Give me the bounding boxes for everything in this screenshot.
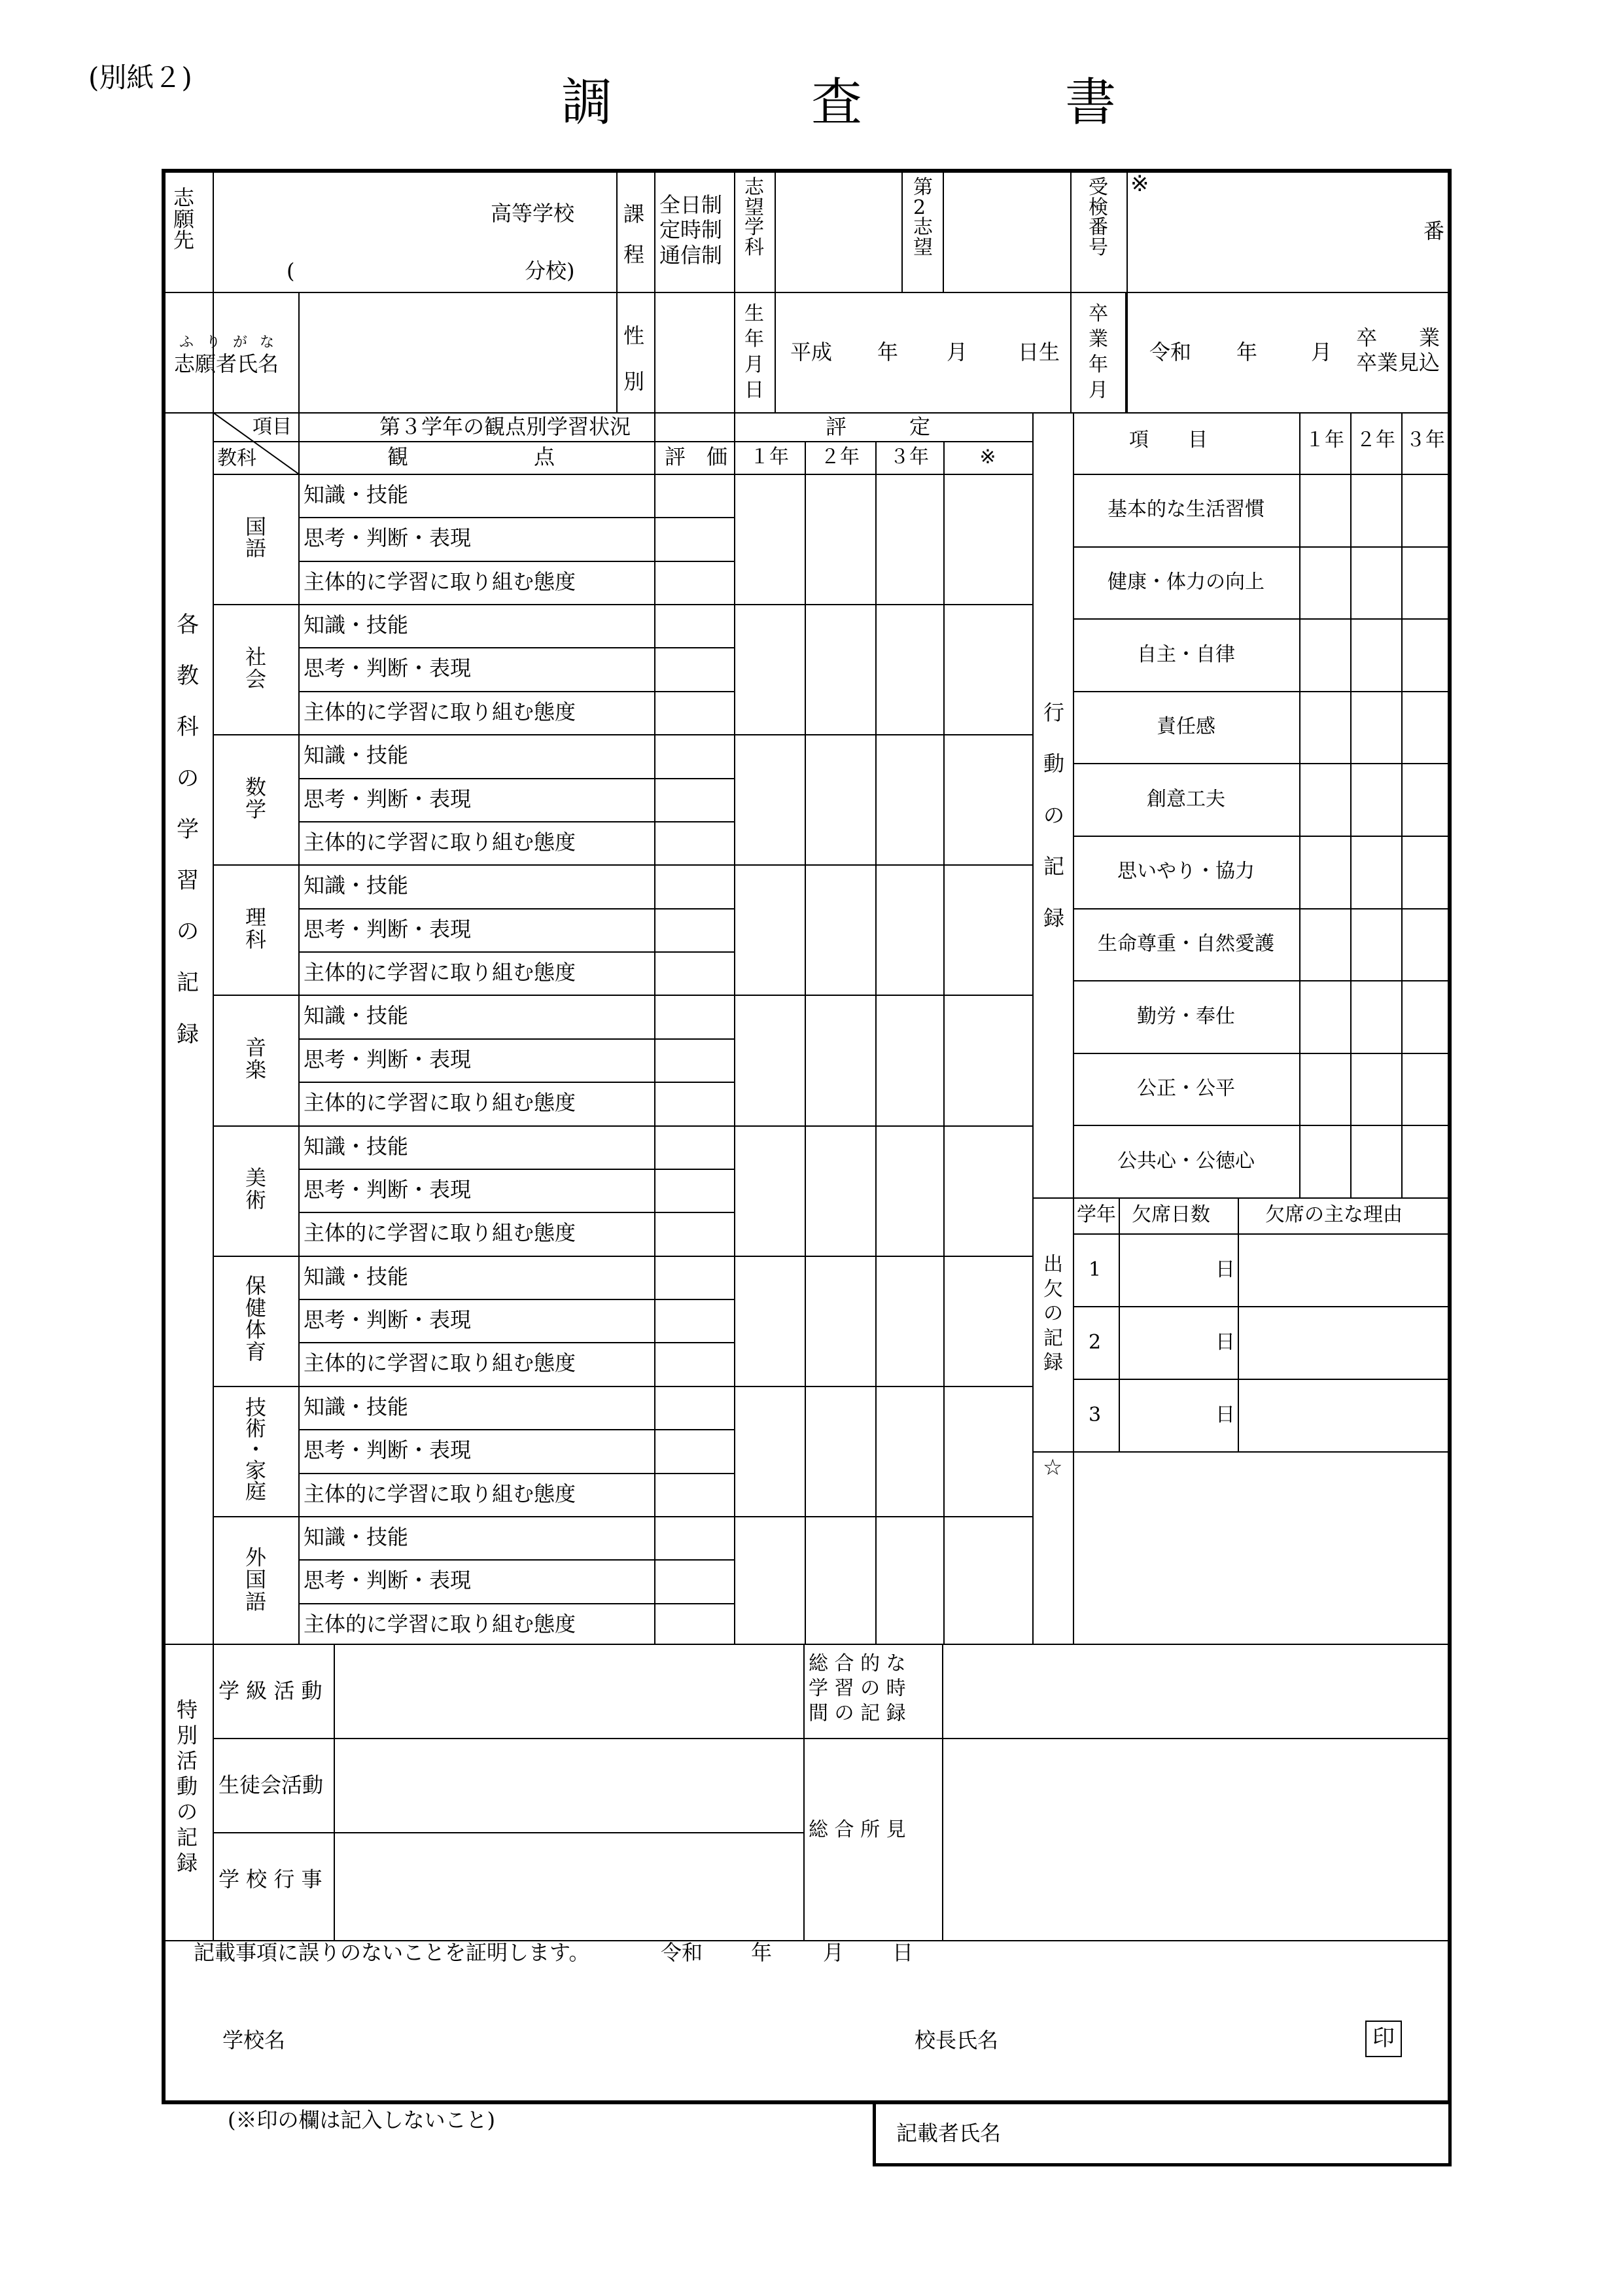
subject-name	[245, 1394, 267, 1504]
star-mark: ☆	[1043, 1455, 1063, 1481]
evaluation-cell[interactable]	[655, 692, 733, 733]
heisei-label: 平成	[790, 340, 833, 364]
evaluation-cell[interactable]	[655, 1430, 733, 1471]
viewpoint-item-label: 知識・技能	[304, 612, 409, 638]
subject-name-char: 健	[245, 1295, 267, 1320]
behavior-item-label: 自主・自律	[1137, 643, 1235, 666]
subject-name-char: 会	[245, 666, 267, 692]
subject-name-char: 外	[245, 1545, 267, 1570]
evaluation-cell[interactable]	[655, 1517, 733, 1558]
certification-text: 記載事項に誤りのないことを証明します。	[194, 1940, 590, 1965]
viewpoint-status-header: 第３学年の観点別学習状況	[379, 414, 631, 439]
subject-name-char: 保	[245, 1273, 267, 1298]
subject-name	[245, 1037, 266, 1081]
subject-name	[245, 646, 266, 690]
expected-graduation-option: 卒業見込	[1356, 350, 1440, 375]
subject-label: 教科	[217, 447, 256, 470]
subject-name-char: 語	[245, 536, 267, 561]
birth-month-label: 月	[947, 340, 968, 364]
attendance-side-label: 出 欠 の 記 録	[1043, 1253, 1063, 1374]
birth-year-label: 年	[877, 340, 899, 364]
second-choice-label: 第 2 志 望	[913, 176, 933, 259]
evaluation-cell[interactable]	[655, 1127, 733, 1167]
subject-name	[245, 1547, 266, 1613]
subject-name-char: 楽	[245, 1057, 267, 1082]
course-label: 課 程	[623, 202, 645, 268]
evaluation-cell[interactable]	[655, 779, 733, 820]
viewpoint-item-label: 知識・技能	[304, 1263, 409, 1289]
paren-open: (	[287, 258, 295, 283]
evaluation-cell[interactable]	[655, 648, 733, 689]
school-events-label: 学 校 行 事	[218, 1867, 323, 1892]
absence-reason-header: 欠席の主な理由	[1265, 1203, 1403, 1226]
annex-note: (別紙２)	[88, 62, 192, 94]
viewpoint-item-label: 主体的に学習に取り組む態度	[304, 1481, 576, 1506]
subject-name-char: 語	[245, 1589, 267, 1614]
subject-name	[245, 516, 266, 560]
subject-name	[245, 907, 266, 951]
title-char-2: 査	[811, 73, 863, 132]
subject-name-char: 庭	[245, 1478, 267, 1504]
viewpoint-item-label: 主体的に学習に取り組む態度	[304, 1090, 576, 1116]
subject-name	[245, 1275, 266, 1363]
subject-name-char: 育	[245, 1339, 267, 1364]
viewpoint-item-label: 知識・技能	[304, 1524, 409, 1549]
behavior-year3-header: ３年	[1406, 429, 1445, 451]
graduated-option: 卒 業	[1356, 325, 1440, 350]
subject-name-char: 社	[245, 645, 267, 669]
attendance-year-2: 2	[1089, 1331, 1102, 1354]
integrated-study-line2: 学 習 の 時	[809, 1677, 906, 1700]
behavior-item-label: 公共心・公徳心	[1117, 1149, 1255, 1173]
behavior-item-label: 創意工夫	[1147, 787, 1225, 811]
subject-name-char: ・	[245, 1436, 267, 1462]
graduation-date-label: 卒 業 年 月	[1089, 302, 1108, 402]
viewpoint-item-label: 知識・技能	[304, 1003, 409, 1029]
subject-name-char: 体	[245, 1317, 267, 1343]
behavior-side-label: 行 動 の 記 録	[1043, 700, 1065, 930]
evaluation-cell[interactable]	[655, 822, 733, 863]
evaluation-cell[interactable]	[655, 910, 733, 950]
evaluation-cell[interactable]	[655, 1387, 733, 1428]
viewpoint-item-label: 知識・技能	[304, 482, 409, 507]
subject-name-char: 理	[245, 905, 267, 930]
integrated-study-line1: 総 合 的 な	[809, 1652, 906, 1675]
rating-mark-header: ※	[979, 446, 996, 468]
evaluation-cell[interactable]	[655, 562, 733, 603]
viewpoint-item-label: 思考・判断・表現	[304, 525, 472, 551]
viewpoint-item-label: 思考・判断・表現	[304, 656, 472, 681]
evaluation-cell[interactable]	[655, 1604, 733, 1645]
viewpoint-item-label: 思考・判断・表現	[304, 1307, 472, 1333]
rating-year2-header: ２年	[820, 446, 860, 468]
destination-label: 志 願 先	[173, 185, 195, 253]
subject-name	[245, 1167, 266, 1211]
cert-day-label: 日	[892, 1940, 914, 1965]
attendance-day-unit-3: 日	[1215, 1404, 1235, 1426]
behavior-item-label: 健康・体力の向上	[1108, 570, 1265, 593]
viewpoint-item-label: 知識・技能	[304, 1394, 409, 1419]
viewpoint-item-label: 思考・判断・表現	[304, 1046, 472, 1072]
evaluation-cell[interactable]	[655, 1300, 733, 1341]
behavior-item-label: 基本的な生活習慣	[1108, 498, 1265, 521]
behavior-item-label: 公正・公平	[1137, 1077, 1235, 1101]
reiwa-label: 令和	[1149, 340, 1192, 364]
evaluation-cell[interactable]	[655, 866, 733, 906]
subject-name-char: 術	[245, 1188, 267, 1213]
behavior-item-label: 思いやり・協力	[1117, 860, 1255, 883]
viewpoint-item-label: 主体的に学習に取り組む態度	[304, 569, 576, 594]
applicant-name-label: 志願者氏名	[174, 351, 279, 376]
viewpoint-item-label: 主体的に学習に取り組む態度	[304, 1611, 576, 1636]
evaluation-cell[interactable]	[655, 1213, 733, 1254]
subject-record-side-label: 各 教 科 の 学 習 の 記 録	[177, 612, 199, 1048]
behavior-year1-header: １年	[1305, 429, 1344, 451]
special-activity-side-label: 特 別 活 動 の 記 録	[177, 1697, 198, 1876]
viewpoint-item-label: 主体的に学習に取り組む態度	[304, 829, 576, 855]
rating-year1-header: １年	[750, 446, 789, 468]
evaluation-header: 評 価	[665, 444, 728, 469]
title-char-1: 調	[561, 73, 613, 132]
subject-name-char: 学	[245, 796, 267, 822]
high-school-label: 高等学校	[491, 201, 575, 226]
attendance-day-unit-2: 日	[1215, 1331, 1235, 1354]
viewpoint-item-label: 知識・技能	[304, 873, 409, 898]
exam-number-label: 受 検 番 号	[1089, 176, 1108, 259]
behavior-item-label: 生命尊重・自然愛護	[1098, 932, 1274, 955]
evaluation-cell[interactable]	[655, 1343, 733, 1384]
subject-name-char: 国	[245, 1567, 267, 1593]
behavior-item-header: 項 目	[1129, 429, 1208, 451]
evaluation-cell[interactable]	[655, 1170, 733, 1210]
viewpoint-item-label: 思考・判断・表現	[304, 1568, 472, 1593]
viewpoint-item-label: 思考・判断・表現	[304, 1176, 472, 1202]
viewpoint-item-label: 知識・技能	[304, 1133, 409, 1159]
number-suffix: 番	[1423, 219, 1445, 243]
evaluation-cell[interactable]	[655, 475, 733, 516]
evaluation-cell[interactable]	[655, 735, 733, 776]
viewpoint-item-label: 主体的に学習に取り組む態度	[304, 960, 576, 985]
gender-label: 性 別	[623, 323, 645, 395]
rating-year3-header: ３年	[890, 446, 929, 468]
cert-year-label: 年	[751, 1940, 773, 1965]
cert-reiwa-label: 令和	[661, 1940, 703, 1965]
birth-date-label: 生 年 月 日	[744, 302, 764, 402]
grad-month-label: 月	[1311, 340, 1333, 364]
seal-box: 印	[1365, 2021, 1402, 2057]
evaluation-cell[interactable]	[655, 1474, 733, 1515]
evaluation-cell[interactable]	[655, 996, 733, 1036]
bottom-note: (※印の欄は記入しないこと)	[228, 2108, 495, 2132]
evaluation-cell[interactable]	[655, 1257, 733, 1298]
viewpoint-item-label: 主体的に学習に取り組む態度	[304, 1351, 576, 1376]
subject-name-char: 術	[245, 1415, 267, 1441]
viewpoint-header: 観 点	[387, 444, 555, 469]
not-fill-mark: ※	[1130, 171, 1149, 197]
viewpoint-item-label: 思考・判断・表現	[304, 916, 472, 942]
title-char-3: 書	[1065, 73, 1117, 132]
subject-name-char: 音	[245, 1035, 267, 1061]
viewpoint-item-label: 思考・判断・表現	[304, 786, 472, 811]
birth-day-label: 日生	[1018, 340, 1060, 364]
evaluation-cell[interactable]	[655, 1561, 733, 1601]
subject-name-char: 数	[245, 775, 267, 800]
evaluation-cell[interactable]	[655, 1040, 733, 1080]
school-name-label: 学校名	[222, 2028, 286, 2053]
subject-name	[245, 777, 266, 821]
viewpoint-item-label: 知識・技能	[304, 743, 409, 768]
desired-department-label: 志 望 学 科	[744, 176, 764, 259]
integrated-study-line3: 間 の 記 録	[809, 1702, 906, 1725]
item-label: 項目	[253, 415, 292, 438]
subject-name-char: 家	[245, 1457, 267, 1483]
viewpoint-item-label: 主体的に学習に取り組む態度	[304, 699, 576, 724]
recorder-name-label: 記載者氏名	[896, 2121, 1002, 2146]
viewpoint-item-label: 主体的に学習に取り組む態度	[304, 1220, 576, 1246]
attendance-day-unit-1: 日	[1215, 1258, 1235, 1281]
attendance-grade-header: 学年	[1077, 1203, 1116, 1226]
behavior-item-label: 勤労・奉仕	[1137, 1004, 1235, 1028]
subject-name-char: 美	[245, 1165, 267, 1191]
furigana-label: ふ り が な	[179, 334, 278, 351]
attendance-year-1: 1	[1089, 1258, 1102, 1281]
rating-header: 評 定	[826, 414, 931, 439]
student-council-label: 生徒会活動	[218, 1773, 324, 1797]
grad-year-label: 年	[1236, 340, 1258, 364]
cert-month-label: 月	[823, 1940, 845, 1965]
subject-name-char: 科	[245, 927, 267, 952]
overall-remarks-label: 総 合 所 見	[809, 1818, 906, 1841]
viewpoint-item-label: 思考・判断・表現	[304, 1438, 472, 1463]
branch-school-label: 分校)	[525, 258, 575, 283]
behavior-year2-header: ２年	[1356, 429, 1395, 451]
attendance-year-3: 3	[1089, 1404, 1102, 1426]
absence-days-header: 欠席日数	[1132, 1203, 1210, 1226]
evaluation-cell[interactable]	[655, 953, 733, 993]
class-activity-label: 学 級 活 動	[218, 1678, 323, 1703]
course-options: 全日制 定時制 通信制	[659, 192, 723, 268]
subject-name-char: 国	[245, 514, 267, 539]
evaluation-cell[interactable]	[655, 1083, 733, 1123]
behavior-item-label: 責任感	[1157, 715, 1215, 739]
principal-name-label: 校長氏名	[915, 2028, 999, 2053]
subject-name-char: 技	[245, 1394, 267, 1420]
evaluation-cell[interactable]	[655, 605, 733, 646]
evaluation-cell[interactable]	[655, 518, 733, 559]
